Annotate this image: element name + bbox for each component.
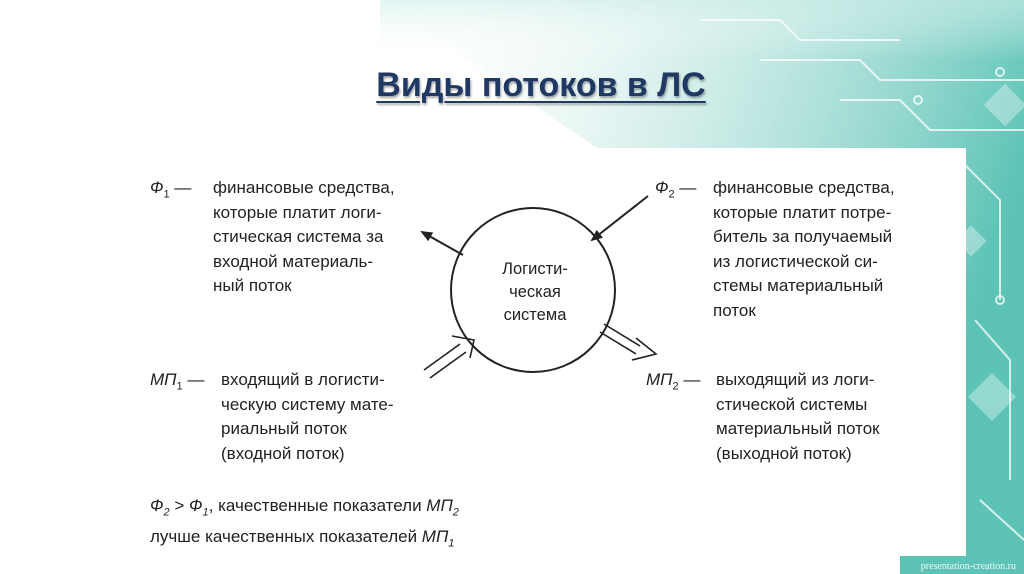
- mp2-description: [716, 368, 880, 466]
- f2-line: финансовые средства,: [713, 178, 895, 197]
- mp1-line: риальный поток: [221, 419, 347, 438]
- f1-line: стическая система за: [213, 227, 384, 246]
- mp1-line: входящий в логисти-: [221, 370, 385, 389]
- mp2-symbol: $МП_2$ —: [646, 370, 701, 393]
- f2-line: поток: [713, 300, 756, 320]
- conclusion-line-2: лучше качественных показателей $МП_1$: [150, 526, 455, 550]
- arrow-mp2: [600, 324, 656, 360]
- f1-symbol: $Ф_1$ —: [150, 178, 192, 201]
- mp1-symbol: $МП_1$ —: [150, 370, 205, 393]
- f1-description: [213, 176, 395, 299]
- slide-title: Виды потоков в ЛС: [376, 66, 706, 104]
- f2-line: битель за получаемый: [713, 227, 893, 246]
- mp2-line: стической системы: [716, 394, 868, 414]
- f1-line: финансовые средства,: [213, 178, 395, 197]
- arrow-f1: [422, 232, 463, 255]
- mp1-description: [221, 368, 394, 466]
- mp1-line: ческую систему мате-: [221, 394, 394, 414]
- conclusion: [150, 494, 459, 556]
- watermark: presentation-creation.ru: [920, 561, 1016, 572]
- f1-line: входной материаль-: [213, 251, 374, 271]
- f2-symbol: $Ф_2$ —: [655, 178, 697, 201]
- mp2-line: выходящий из логи-: [716, 370, 875, 389]
- f1-line: ный поток: [213, 276, 292, 295]
- mp1-line: (входной поток): [221, 443, 345, 463]
- circle-label-line: система: [503, 306, 567, 324]
- f2-line: которые платит потре-: [713, 202, 892, 222]
- conclusion-line-1: $Ф_2 > Ф_1$, качественные показатели $МП_2$: [150, 496, 459, 519]
- mp2-line: материальный поток: [716, 419, 880, 438]
- f2-description: [713, 176, 895, 323]
- f2-line: из логистической си-: [713, 251, 878, 271]
- mp2-line: (выходной поток): [716, 443, 852, 463]
- circle-label: [460, 258, 610, 327]
- circle-label-line: Логисти-: [502, 260, 568, 278]
- f1-line: которые платит логи-: [213, 202, 382, 222]
- arrow-f2: [592, 196, 648, 240]
- circle-label-line: ческая: [509, 283, 561, 301]
- arrow-mp1: [424, 336, 474, 378]
- f2-line: стемы материальный: [713, 276, 884, 295]
